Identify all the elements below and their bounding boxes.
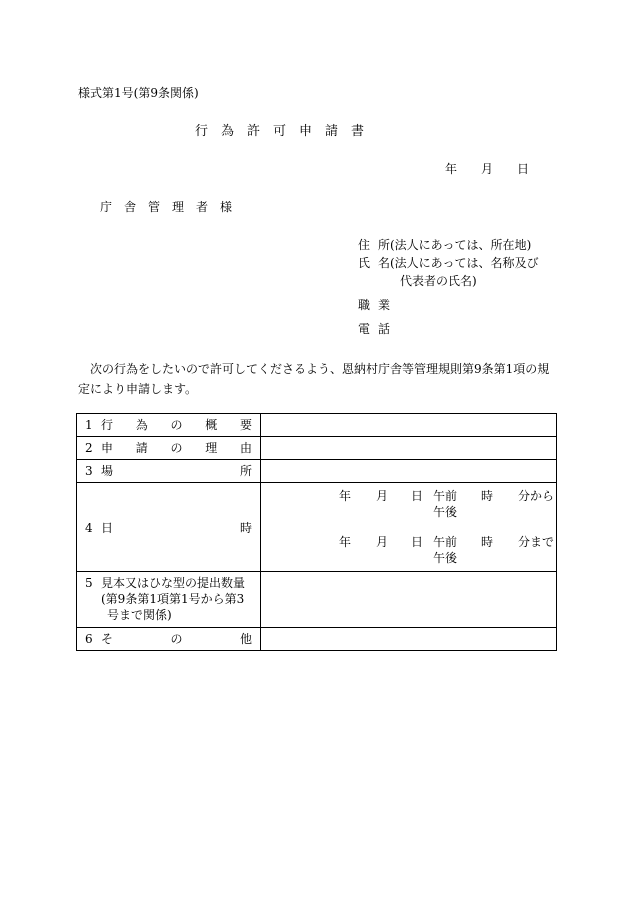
to-am[interactable]: 午前 [432,535,457,549]
application-table [76,413,557,651]
table-row [77,572,557,628]
from-am[interactable]: 午前 [432,489,457,503]
row-label-reason: 2 申 請 の 理 由 [77,437,261,460]
name-note-line2: 代表者の氏名) [400,274,477,288]
reason-field[interactable] [260,437,556,460]
summary-field[interactable] [260,414,556,437]
row-label-place: 3 場 所 [77,460,261,483]
from-day: 日 [410,489,423,503]
name-row [358,254,539,272]
document-title: 行 為 許 可 申 請 書 [195,124,365,139]
occupation-label: 職 業 [358,298,390,312]
to-day: 日 [410,535,423,549]
datetime-field[interactable] [260,483,556,572]
row-label-summary: 1 行 為 の 概 要 [77,414,261,437]
table-row [77,437,557,460]
to-suffix: 分まで [517,535,554,549]
to-month: 月 [375,535,388,549]
addressee: 庁 舎 管 理 者 様 [100,200,233,214]
phone-label: 電 話 [358,322,390,336]
from-suffix: 分から [517,489,554,503]
from-pm[interactable]: 午後 [432,505,457,519]
request-statement: 次の行為をしたいので許可してくださるよう、恩納村庁舎等管理規則第9条第1項の規定により申請します。 [78,362,550,396]
address-label: 住 所 [358,238,390,252]
row-label-datetime: 4 日 時 [77,483,261,572]
from-month: 月 [375,489,388,503]
row-label-other: 6 そ の 他 [77,628,261,651]
address-row [358,236,539,254]
table-row [77,628,557,651]
place-field[interactable] [260,460,556,483]
to-pm[interactable]: 午後 [432,551,457,565]
name-note-line1: (法人にあっては、名称及び [390,256,539,270]
table-row [77,483,557,572]
table-row [77,414,557,437]
other-field[interactable] [260,628,556,651]
phone-row [358,320,539,338]
occupation-row [358,296,539,314]
to-hour: 時 [480,535,493,549]
from-year: 年 [338,489,351,503]
samples-field[interactable] [260,572,556,628]
date-line: 年 月 日 [445,162,530,176]
applicant-block [358,236,539,338]
address-note: (法人にあっては、所在地) [390,238,532,252]
to-year: 年 [338,535,351,549]
from-hour: 時 [480,489,493,503]
table-row [77,460,557,483]
name-label: 氏 名 [358,256,390,270]
form-number: 様式第1号(第9条関係) [78,86,199,100]
row-label-samples: 5 見本又はひな型の提出数量 (第9条第1項第1号から第3 号まで関係) [77,572,261,628]
